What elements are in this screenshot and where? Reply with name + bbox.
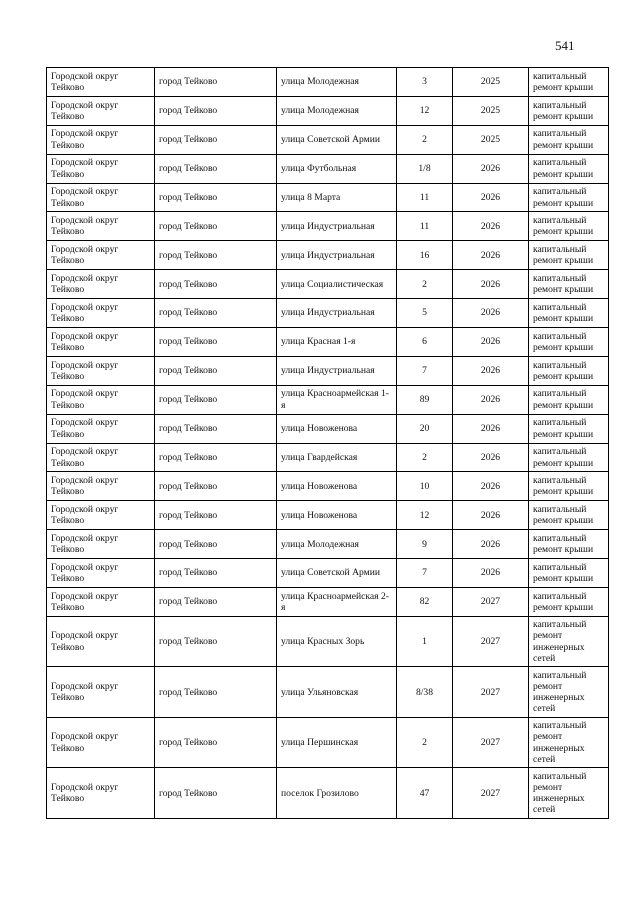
municipal-district-cell: Городской округ Тейково: [47, 356, 155, 385]
house-number-cell: 1: [397, 616, 453, 667]
house-number-cell: 7: [397, 559, 453, 588]
table-row: [47, 183, 609, 212]
table-row: [47, 154, 609, 183]
municipal-district-cell: Городской округ Тейково: [47, 385, 155, 414]
repair-year-cell: 2025: [453, 68, 529, 97]
street-cell: улица Новоженова: [277, 472, 397, 501]
table-row: [47, 328, 609, 357]
city-cell: город Тейково: [155, 154, 277, 183]
street-cell: улица Першинская: [277, 717, 397, 768]
city-cell: город Тейково: [155, 501, 277, 530]
city-cell: город Тейково: [155, 270, 277, 299]
city-cell: город Тейково: [155, 530, 277, 559]
table-body: [47, 68, 609, 819]
street-cell: улица Красноармейская 2-я: [277, 588, 397, 617]
repair-year-cell: 2027: [453, 717, 529, 768]
city-cell: город Тейково: [155, 96, 277, 125]
work-type-cell: капитальный ремонт крыши: [529, 96, 609, 125]
street-cell: улица Молодежная: [277, 530, 397, 559]
work-type-cell: капитальный ремонт крыши: [529, 125, 609, 154]
house-number-cell: 2: [397, 270, 453, 299]
table-row: [47, 241, 609, 270]
house-number-cell: 16: [397, 241, 453, 270]
house-number-cell: 2: [397, 717, 453, 768]
table-row: [47, 717, 609, 768]
work-type-cell: капитальный ремонт крыши: [529, 559, 609, 588]
street-cell: улица 8 Марта: [277, 183, 397, 212]
municipal-district-cell: Городской округ Тейково: [47, 125, 155, 154]
table-row: [47, 768, 609, 819]
street-cell: улица Красная 1-я: [277, 328, 397, 357]
table-row: [47, 68, 609, 97]
work-type-cell: капитальный ремонт инженерных сетей: [529, 667, 609, 718]
repair-year-cell: 2026: [453, 530, 529, 559]
street-cell: улица Индустриальная: [277, 356, 397, 385]
work-type-cell: капитальный ремонт крыши: [529, 443, 609, 472]
house-number-cell: 2: [397, 125, 453, 154]
municipal-district-cell: Городской округ Тейково: [47, 212, 155, 241]
street-cell: улица Футбольная: [277, 154, 397, 183]
table-row: [47, 530, 609, 559]
table-row: [47, 443, 609, 472]
municipal-district-cell: Городской округ Тейково: [47, 96, 155, 125]
repair-year-cell: 2027: [453, 768, 529, 819]
municipal-district-cell: Городской округ Тейково: [47, 241, 155, 270]
work-type-cell: капитальный ремонт крыши: [529, 530, 609, 559]
repair-year-cell: 2027: [453, 616, 529, 667]
repair-year-cell: 2026: [453, 328, 529, 357]
work-type-cell: капитальный ремонт крыши: [529, 154, 609, 183]
work-type-cell: капитальный ремонт крыши: [529, 68, 609, 97]
table-row: [47, 212, 609, 241]
work-type-cell: капитальный ремонт крыши: [529, 501, 609, 530]
house-number-cell: 2: [397, 443, 453, 472]
municipal-district-cell: Городской округ Тейково: [47, 501, 155, 530]
municipal-district-cell: Городской округ Тейково: [47, 270, 155, 299]
work-type-cell: капитальный ремонт крыши: [529, 356, 609, 385]
repair-year-cell: 2026: [453, 154, 529, 183]
work-type-cell: капитальный ремонт крыши: [529, 385, 609, 414]
house-number-cell: 82: [397, 588, 453, 617]
work-type-cell: капитальный ремонт крыши: [529, 588, 609, 617]
municipal-district-cell: Городской округ Тейково: [47, 588, 155, 617]
municipal-district-cell: Городской округ Тейково: [47, 68, 155, 97]
table-row: [47, 299, 609, 328]
work-type-cell: капитальный ремонт инженерных сетей: [529, 768, 609, 819]
house-number-cell: 89: [397, 385, 453, 414]
city-cell: город Тейково: [155, 125, 277, 154]
city-cell: город Тейково: [155, 328, 277, 357]
house-number-cell: 11: [397, 183, 453, 212]
table-row: [47, 385, 609, 414]
repair-year-cell: 2026: [453, 356, 529, 385]
street-cell: улица Гвардейская: [277, 443, 397, 472]
work-type-cell: капитальный ремонт крыши: [529, 183, 609, 212]
repair-schedule-table: [46, 67, 609, 819]
municipal-district-cell: Городской округ Тейково: [47, 299, 155, 328]
house-number-cell: 3: [397, 68, 453, 97]
street-cell: улица Индустриальная: [277, 299, 397, 328]
city-cell: город Тейково: [155, 616, 277, 667]
city-cell: город Тейково: [155, 414, 277, 443]
municipal-district-cell: Городской округ Тейково: [47, 472, 155, 501]
municipal-district-cell: Городской округ Тейково: [47, 414, 155, 443]
table-row: [47, 588, 609, 617]
city-cell: город Тейково: [155, 559, 277, 588]
repair-year-cell: 2025: [453, 125, 529, 154]
municipal-district-cell: Городской округ Тейково: [47, 154, 155, 183]
house-number-cell: 8/38: [397, 667, 453, 718]
city-cell: город Тейково: [155, 472, 277, 501]
work-type-cell: капитальный ремонт крыши: [529, 299, 609, 328]
house-number-cell: 5: [397, 299, 453, 328]
municipal-district-cell: Городской округ Тейково: [47, 328, 155, 357]
repair-year-cell: 2026: [453, 270, 529, 299]
house-number-cell: 10: [397, 472, 453, 501]
street-cell: улица Красных Зорь: [277, 616, 397, 667]
house-number-cell: 6: [397, 328, 453, 357]
street-cell: улица Молодежная: [277, 96, 397, 125]
work-type-cell: капитальный ремонт крыши: [529, 270, 609, 299]
municipal-district-cell: Городской округ Тейково: [47, 559, 155, 588]
repair-year-cell: 2026: [453, 183, 529, 212]
city-cell: город Тейково: [155, 183, 277, 212]
city-cell: город Тейково: [155, 443, 277, 472]
municipal-district-cell: Городской округ Тейково: [47, 768, 155, 819]
municipal-district-cell: Городской округ Тейково: [47, 717, 155, 768]
repair-year-cell: 2026: [453, 501, 529, 530]
municipal-district-cell: Городской округ Тейково: [47, 616, 155, 667]
street-cell: улица Индустриальная: [277, 212, 397, 241]
street-cell: улица Индустриальная: [277, 241, 397, 270]
street-cell: поселок Грозилово: [277, 768, 397, 819]
table-row: [47, 667, 609, 718]
city-cell: город Тейково: [155, 241, 277, 270]
page-number: 541: [555, 38, 575, 53]
repair-year-cell: 2025: [453, 96, 529, 125]
work-type-cell: капитальный ремонт инженерных сетей: [529, 717, 609, 768]
street-cell: улица Новоженова: [277, 501, 397, 530]
repair-year-cell: 2026: [453, 443, 529, 472]
street-cell: улица Ульяновская: [277, 667, 397, 718]
house-number-cell: 1/8: [397, 154, 453, 183]
street-cell: улица Красноармейская 1-я: [277, 385, 397, 414]
table-row: [47, 356, 609, 385]
work-type-cell: капитальный ремонт крыши: [529, 328, 609, 357]
table-row: [47, 414, 609, 443]
table-row: [47, 559, 609, 588]
repair-year-cell: 2026: [453, 559, 529, 588]
repair-year-cell: 2026: [453, 414, 529, 443]
work-type-cell: капитальный ремонт крыши: [529, 414, 609, 443]
street-cell: улица Молодежная: [277, 68, 397, 97]
work-type-cell: капитальный ремонт крыши: [529, 241, 609, 270]
street-cell: улица Новоженова: [277, 414, 397, 443]
house-number-cell: 20: [397, 414, 453, 443]
house-number-cell: 47: [397, 768, 453, 819]
city-cell: город Тейково: [155, 768, 277, 819]
street-cell: улица Советской Армии: [277, 125, 397, 154]
work-type-cell: капитальный ремонт крыши: [529, 472, 609, 501]
house-number-cell: 7: [397, 356, 453, 385]
table-row: [47, 472, 609, 501]
table-row: [47, 125, 609, 154]
table-row: [47, 96, 609, 125]
repair-year-cell: 2026: [453, 299, 529, 328]
city-cell: город Тейково: [155, 68, 277, 97]
city-cell: город Тейково: [155, 212, 277, 241]
table-row: [47, 501, 609, 530]
street-cell: улица Советской Армии: [277, 559, 397, 588]
repair-year-cell: 2027: [453, 588, 529, 617]
municipal-district-cell: Городской округ Тейково: [47, 530, 155, 559]
house-number-cell: 11: [397, 212, 453, 241]
municipal-district-cell: Городской округ Тейково: [47, 667, 155, 718]
work-type-cell: капитальный ремонт крыши: [529, 212, 609, 241]
city-cell: город Тейково: [155, 299, 277, 328]
table-row: [47, 616, 609, 667]
work-type-cell: капитальный ремонт инженерных сетей: [529, 616, 609, 667]
municipal-district-cell: Городской округ Тейково: [47, 443, 155, 472]
repair-year-cell: 2026: [453, 212, 529, 241]
house-number-cell: 12: [397, 96, 453, 125]
house-number-cell: 12: [397, 501, 453, 530]
city-cell: город Тейково: [155, 385, 277, 414]
city-cell: город Тейково: [155, 667, 277, 718]
house-number-cell: 9: [397, 530, 453, 559]
municipal-district-cell: Городской округ Тейково: [47, 183, 155, 212]
city-cell: город Тейково: [155, 588, 277, 617]
repair-year-cell: 2026: [453, 385, 529, 414]
table-row: [47, 270, 609, 299]
street-cell: улица Социалистическая: [277, 270, 397, 299]
city-cell: город Тейково: [155, 717, 277, 768]
city-cell: город Тейково: [155, 356, 277, 385]
repair-year-cell: 2026: [453, 472, 529, 501]
repair-year-cell: 2026: [453, 241, 529, 270]
repair-year-cell: 2027: [453, 667, 529, 718]
